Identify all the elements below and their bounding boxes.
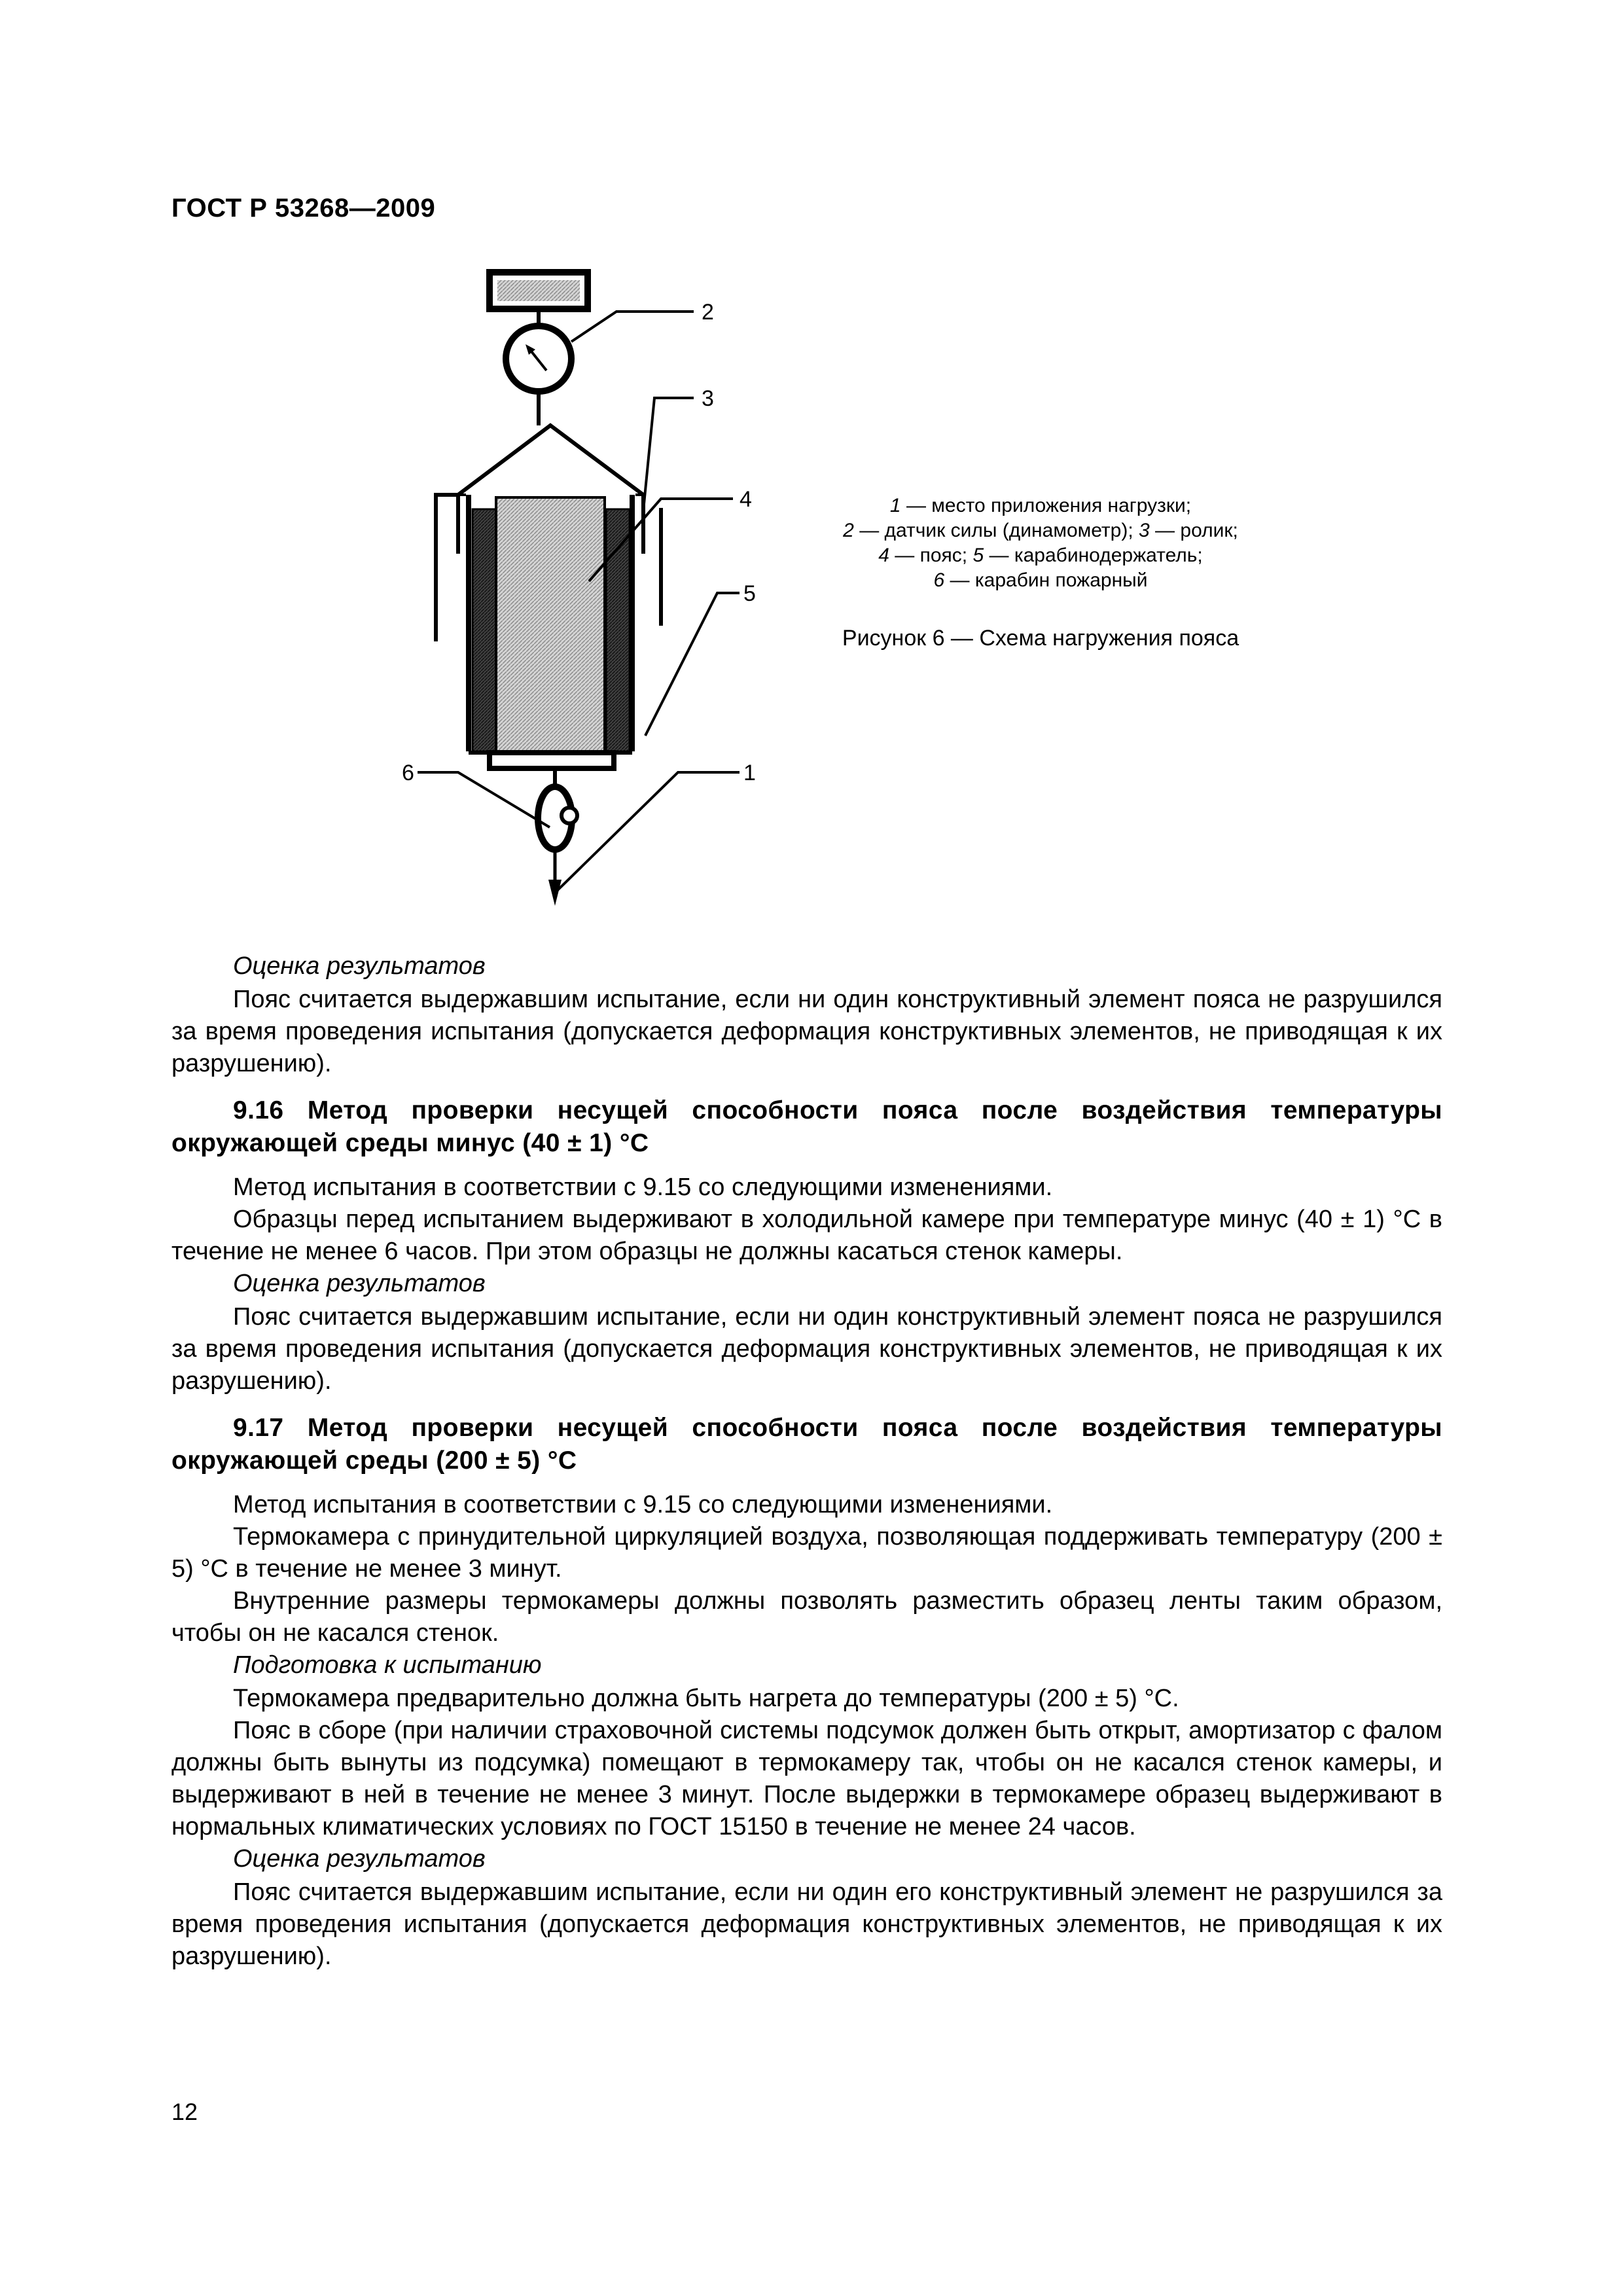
legend-text-4: — пояс;	[889, 545, 973, 566]
callout-1: 1	[743, 761, 756, 785]
legend-text-3: — ролик;	[1149, 520, 1238, 541]
legend-text-2: — датчик силы (динамометр);	[853, 520, 1139, 541]
page-number: 12	[171, 2098, 198, 2125]
section-title-9-17: 9.17 Метод проверки несущей способности пояса после воздействия температуры окружающей среды (200 ± 5) °С	[171, 1414, 1442, 1475]
legend-num-5: 5	[972, 545, 984, 566]
callout-5: 5	[743, 581, 756, 606]
legend-num-4: 4	[878, 545, 889, 566]
paragraph: Внутренние размеры термокамеры должны позволять разместить образец ленты таким образом, чтобы он не касался стенок.	[171, 1587, 1442, 1647]
callout-3: 3	[702, 386, 714, 411]
legend-text-6: — карабин пожарный	[944, 569, 1148, 591]
paragraph: Пояс считается выдержавшим испытание, если ни один его конструктивный элемент не разрушился за время проведения испытания (допускается деформация конструктивных элементов, не приводящая к их разрушению).	[171, 1878, 1442, 1970]
legend-num-2: 2	[843, 520, 854, 541]
paragraph: Пояс считается выдержавшим испытание, если ни один конструктивный элемент пояса не разрушился за время проведения испытания (допускается деформация конструктивных элементов, не приводящая к их разрушению).	[171, 1303, 1442, 1395]
paragraph: Образцы перед испытанием выдерживают в холодильной камере при температуре минус (40 ± 1) °С в течение не менее 6 часов. При этом образцы не должны касаться стенок камеры.	[171, 1206, 1442, 1265]
paragraph: Метод испытания в соответствии с 9.15 со следующими изменениями.	[233, 1491, 1053, 1518]
carabiner-holder	[436, 495, 458, 641]
paragraph: Термокамера с принудительной циркуляцией воздуха, позволяющая поддерживать температуру (200 ± 5) °С в течение не менее 3 минут.	[171, 1523, 1442, 1583]
callout-2: 2	[702, 300, 714, 325]
document-header: ГОСТ Р 53268—2009	[171, 194, 436, 223]
legend-num-1: 1	[889, 495, 901, 516]
paragraph: Метод испытания в соответствии с 9.15 со следующими изменениями.	[233, 1174, 1053, 1201]
document-body	[171, 950, 1442, 1973]
subheading-evaluation: Оценка результатов	[233, 952, 486, 980]
paragraph: Термокамера предварительно должна быть нагрета до температуры (200 ± 5) °С.	[233, 1685, 1179, 1712]
figure-caption: Рисунок 6 — Схема нагружения пояса	[842, 626, 1240, 651]
paragraph: Пояс считается выдержавшим испытание, если ни один конструктивный элемент пояса не разрушился за время проведения испытания (допускается деформация конструктивных элементов, не приводящая к их разрушению).	[171, 986, 1442, 1077]
figure-legend	[805, 493, 1276, 593]
subheading-evaluation: Оценка результатов	[233, 1845, 486, 1873]
subheading-preparation: Подготовка к испытанию	[233, 1651, 542, 1679]
callout-6: 6	[402, 761, 414, 785]
legend-num-6: 6	[933, 569, 945, 591]
paragraph: Пояс в сборе (при наличии страховочной системы подсумок должен быть открыт, амортизатор с фалом должны быть вынуты из подсумка) помещают в термокамеру так, чтобы он не касался стенок камеры, и выдерживают в ней в течение не менее 3 минут. После выдержки в термокамере образец выдерживают в нормальных климатических условиях по ГОСТ 15150 в течение не менее 24 часов.	[171, 1717, 1442, 1840]
section-title-9-16: 9.16 Метод проверки несущей способности пояса после воздействия температуры окружающей среды минус (40 ± 1) °С	[171, 1096, 1442, 1157]
loading-scheme-figure	[0, 0, 1623, 949]
legend-text-1: — место приложения нагрузки;	[901, 495, 1192, 516]
legend-text-5: — карабинодержатель;	[984, 545, 1203, 566]
belt-body	[496, 497, 605, 759]
legend-num-3: 3	[1139, 520, 1150, 541]
callout-4: 4	[740, 487, 752, 512]
subheading-evaluation: Оценка результатов	[233, 1270, 486, 1297]
